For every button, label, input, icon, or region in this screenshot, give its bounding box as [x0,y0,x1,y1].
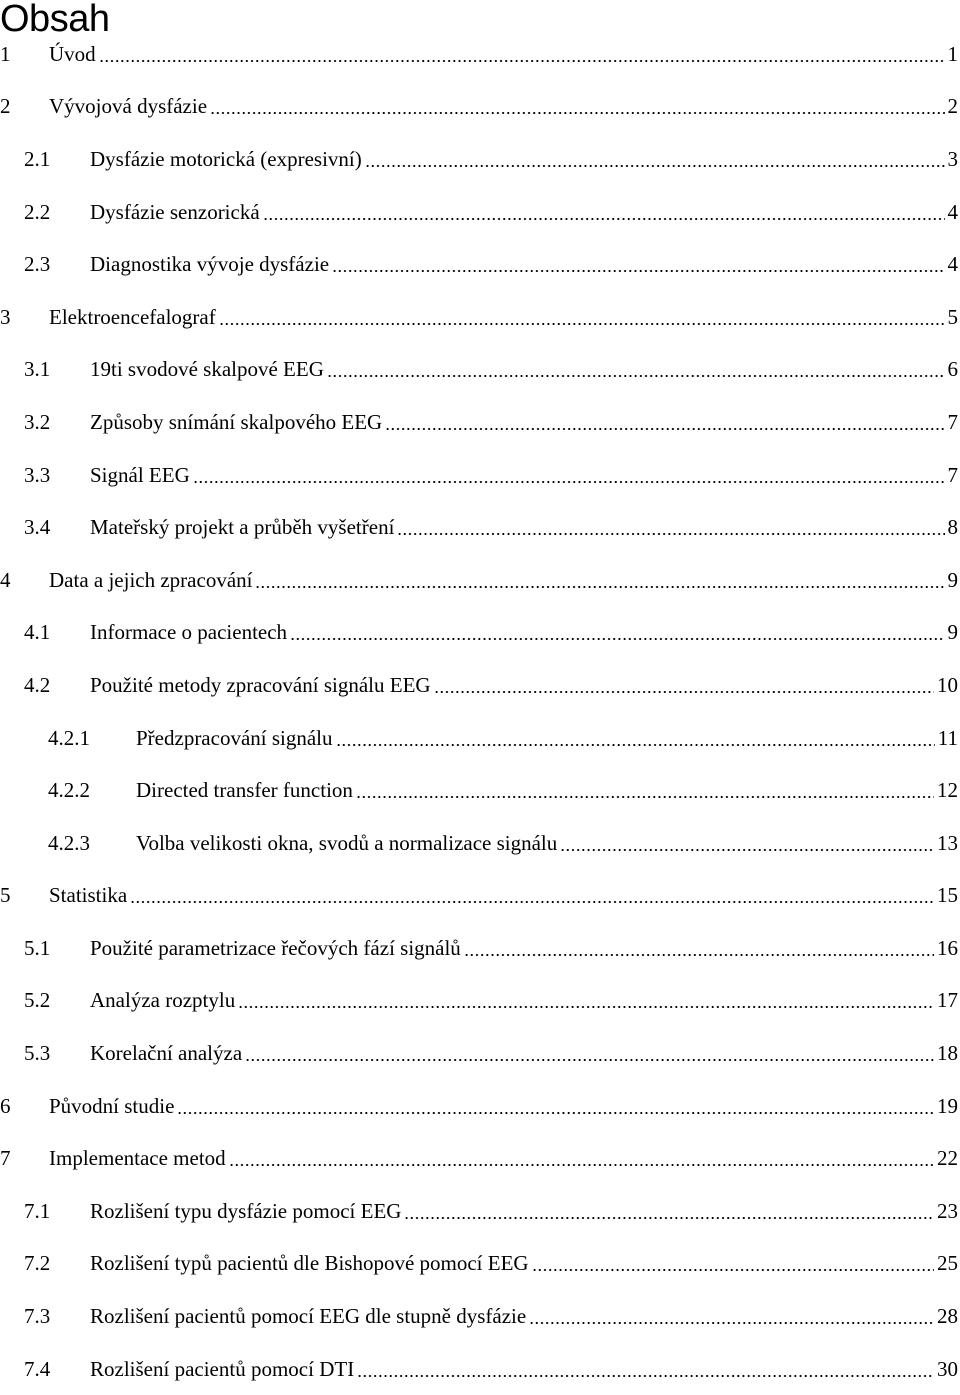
toc-entry-page-number: 2 [947,94,958,119]
toc-entry[interactable]: 7.3 Rozlišení pacientů pomocí EEG dle stupně dysfázie 28 [24,1304,958,1329]
toc-entry-title: Rozlišení typů pacientů dle Bishopové pomocí EEG [90,1251,529,1276]
dot-leader [356,780,934,801]
toc-entry-title: Mateřský projekt a průběh vyšetření [90,515,395,540]
dot-leader [434,675,934,696]
toc-entry-title: Dysfázie motorická (expresivní) [90,146,362,171]
toc-entry-page-number: 13 [937,830,958,855]
dot-leader [397,517,944,538]
toc-entry-title: Informace o pacientech [90,620,288,645]
toc-entry-title: Statistika [49,883,128,908]
toc-entry[interactable]: 2 Vývojová dysfázie 2 [0,94,958,119]
toc-entry-title: Předzpracování signálu [136,725,333,750]
toc-entry[interactable]: 1 Úvod 1 [0,41,958,66]
toc-entry-title: Dysfázie senzorická [90,199,260,224]
dot-leader [365,149,945,170]
toc-entry[interactable]: 7.1 Rozlišení typu dysfázie pomocí EEG 23 [24,1198,958,1223]
dot-leader [263,202,945,223]
toc-entry-page-number: 5 [947,304,958,329]
dot-leader [560,833,934,854]
dot-leader [357,1359,934,1380]
dot-leader [255,570,944,591]
toc-entry-page-number: 4 [947,199,958,224]
toc-entry[interactable]: 4.2.1 Předzpracování signálu 11 [48,725,958,750]
toc-entry[interactable]: 2.2 Dysfázie senzorická 4 [24,199,958,224]
toc-entry-page-number: 12 [937,778,958,803]
page-title: Obsah [0,0,110,40]
toc-entry[interactable]: 3.3 Signál EEG 7 [24,462,958,487]
toc-entry-title: Způsoby snímání skalpového EEG [90,409,383,434]
toc-entry[interactable]: 2.1 Dysfázie motorická (expresivní) 3 [24,146,958,171]
toc-entry[interactable]: 7.4 Rozlišení pacientů pomocí DTI 30 [24,1356,958,1381]
toc-entry-title: Directed transfer function [136,778,353,803]
dot-leader [404,1201,934,1222]
dot-leader [327,359,945,380]
toc-entry[interactable]: 2.3 Diagnostika vývoje dysfázie 4 [24,252,958,277]
toc-entry[interactable]: 7.2 Rozlišení typů pacientů dle Bishopové pomocí EEG 25 [24,1251,958,1276]
dot-leader [219,307,945,328]
toc-entry-title: Rozlišení pacientů pomocí DTI [90,1356,355,1381]
dot-leader [238,990,934,1011]
toc-entry-page-number: 18 [937,1041,958,1066]
dot-leader [193,465,945,486]
toc-entry[interactable]: 3.1 19ti svodové skalpové EEG 6 [24,357,958,382]
toc-entry-title: Elektroencefalograf [49,304,216,329]
toc-entry-page-number: 4 [947,252,958,277]
toc-entry-page-number: 10 [937,672,958,697]
toc-entry[interactable]: 5 Statistika 15 [0,883,958,908]
toc-entry-title: Použité metody zpracování signálu EEG [90,672,431,697]
toc-entry[interactable]: 3.2 Způsoby snímání skalpového EEG 7 [24,409,958,434]
toc-entry-page-number: 23 [937,1198,958,1223]
toc-entry-title: Data a jejich zpracování [49,567,253,592]
toc-entry[interactable]: 5.1 Použité parametrizace řečových fází signálů 16 [24,935,958,960]
toc-entry-page-number: 25 [937,1251,958,1276]
toc-entry-title: Analýza rozptylu [90,988,236,1013]
dot-leader [245,1043,934,1064]
toc-entry-title: Volba velikosti okna, svodů a normalizace signálu [136,830,558,855]
dot-leader [529,1306,934,1327]
toc-entry-title: Diagnostika vývoje dysfázie [90,252,330,277]
toc-entry-title: Rozlišení pacientů pomocí EEG dle stupně dysfázie [90,1304,527,1329]
toc-entry[interactable]: 6 Původní studie 19 [0,1093,958,1118]
toc-entry-page-number: 7 [947,409,958,434]
dot-leader [130,885,934,906]
toc-entry-title: Vývojová dysfázie [49,94,208,119]
toc-entry-title: Úvod [49,41,96,66]
dot-leader [332,254,944,275]
toc-entry-page-number: 9 [947,620,958,645]
dot-leader [99,44,945,65]
dot-leader [290,622,944,643]
toc-entry-title: Rozlišení typu dysfázie pomocí EEG [90,1198,402,1223]
toc-entry-page-number: 19 [937,1093,958,1118]
toc-entry[interactable]: 5.3 Korelační analýza 18 [24,1041,958,1066]
toc-entry-page-number: 7 [947,462,958,487]
toc-entry-title: Korelační analýza [90,1041,243,1066]
toc-entry-page-number: 11 [937,725,958,750]
dot-leader [464,938,934,959]
dot-leader [177,1096,934,1117]
toc-entry[interactable]: 4 Data a jejich zpracování 9 [0,567,958,592]
dot-leader [532,1253,934,1274]
toc-entry-page-number: 8 [947,515,958,540]
toc-entry-page-number: 16 [937,935,958,960]
toc-entry-page-number: 22 [937,1146,958,1171]
toc-entry-title: Použité parametrizace řečových fází signálů [90,935,461,960]
toc-entry-page-number: 17 [937,988,958,1013]
dot-leader [229,1148,934,1169]
toc-entry-title: Implementace metod [49,1146,226,1171]
toc-entry[interactable]: 4.2.2 Directed transfer function 12 [48,778,958,803]
toc-entry[interactable]: 7 Implementace metod 22 [0,1146,958,1171]
dot-leader [210,96,944,117]
toc-entry[interactable]: 5.2 Analýza rozptylu 17 [24,988,958,1013]
toc-entry-title: Původní studie [49,1093,175,1118]
toc-entry-page-number: 3 [947,146,958,171]
toc-entry[interactable]: 3.4 Mateřský projekt a průběh vyšetření 8 [24,515,958,540]
toc-entry-page-number: 28 [937,1304,958,1329]
toc-entry-title: 19ti svodové skalpové EEG [90,357,324,382]
dot-leader [336,728,935,749]
toc-entry-page-number: 15 [937,883,958,908]
toc-entry-page-number: 6 [947,357,958,382]
toc-entry-page-number: 30 [937,1356,958,1381]
toc-entry[interactable]: 4.2.3 Volba velikosti okna, svodů a normalizace signálu 13 [48,830,958,855]
toc-entry-page-number: 1 [947,41,958,66]
toc-entry[interactable]: 3 Elektroencefalograf 5 [0,304,958,329]
toc-entry-page-number: 9 [947,567,958,592]
toc-entry[interactable]: 4.2 Použité metody zpracování signálu EEG 10 [24,672,958,697]
toc-entry[interactable]: 4.1 Informace o pacientech 9 [24,620,958,645]
dot-leader [385,412,944,433]
table-of-contents [0,28,958,1395]
toc-entry-title: Signál EEG [90,462,190,487]
